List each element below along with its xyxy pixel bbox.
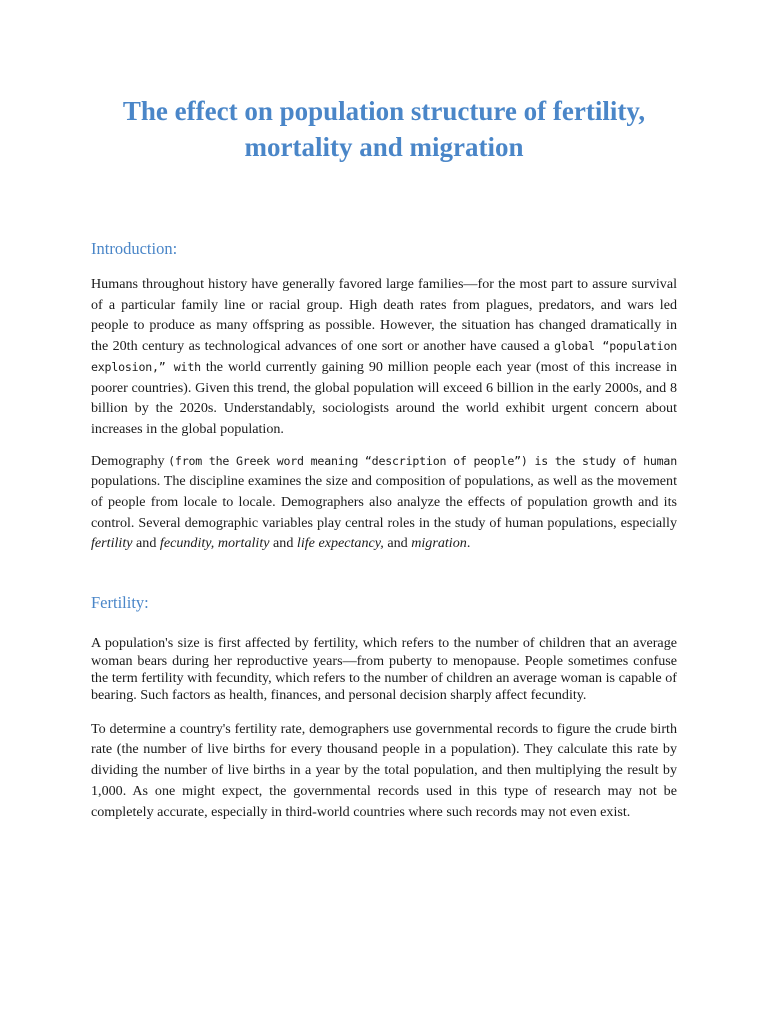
p1-text-mono: global “population explosion,” with [91, 339, 678, 374]
p2-term-fertility: fertility [91, 535, 133, 552]
p2-text-b: populations. The discipline examines the size and composition of populations, as well as the movement of people from locale to locale. Demographers also analyze the effects of population growth and its control. Several demographic variables play central roles in the study of human populations, especially [91, 473, 677, 531]
p2-text-e: and [383, 535, 412, 552]
introduction-heading: Introduction: [91, 239, 178, 258]
introduction-paragraph-2 [91, 451, 677, 555]
p2-text-f: . [466, 535, 471, 552]
introduction-paragraph-1 [91, 274, 677, 440]
p2-text-mono: (from the Greek word meaning “description of people”) is the study of human [168, 453, 677, 468]
p2-term-migration: migration [411, 535, 467, 552]
document-title: The effect on population structure of fertility, mortality and migration [122, 96, 646, 162]
p2-term-fecundity-mortality: fecundity, mortality [159, 535, 270, 552]
fertility-heading: Fertility: [91, 593, 149, 613]
fertility-paragraph-1: A population's size is first affected by fertility, which refers to the number of children that an average woman bears during her reproductive years—from puberty to menopause. People sometimes confuse the term fertility with fecundity, which refers to the number of children an average woman is capable of bearing. Such factors as health, finances, and personal decision sharply affect fecundity. [91, 635, 677, 704]
p1-text-a: Humans throughout history have generally favored large families—for the most part to assure survival of a particular family line or racial group. High death rates from plagues, predators, and wars led people to produce as many offspring as possible. However, the situation has changed dramatically in the 20th century as technological advances of one sort or another have caused a [91, 276, 677, 355]
fertility-paragraph-2: To determine a country's fertility rate, demographers use governmental records to figure the crude birth rate (the number of live births for every thousand people in a population). They calculate this rate by dividing the number of live births in a year by the total population, and then multiplying the result by 1,000. As one might expect, the governmental records used in this type of research may not be completely accurate, especially in third-world countries where such records may not even exist. [91, 720, 677, 820]
p2-text-d: and [269, 535, 297, 552]
p1-text-b: the world currently gaining 90 million people each year (most of this increase in poorer countries). Given this trend, the global population will exceed 6 billion in the early 2000s, and 8 billion by the 2020s. Understandably, sociologists around the world exhibit urgent concern about increases in the global population. [91, 358, 677, 437]
p2-text-c: and [132, 535, 160, 552]
p2-text-a: Demography [91, 452, 169, 469]
p2-term-life-expectancy: life expectancy, [296, 535, 384, 552]
